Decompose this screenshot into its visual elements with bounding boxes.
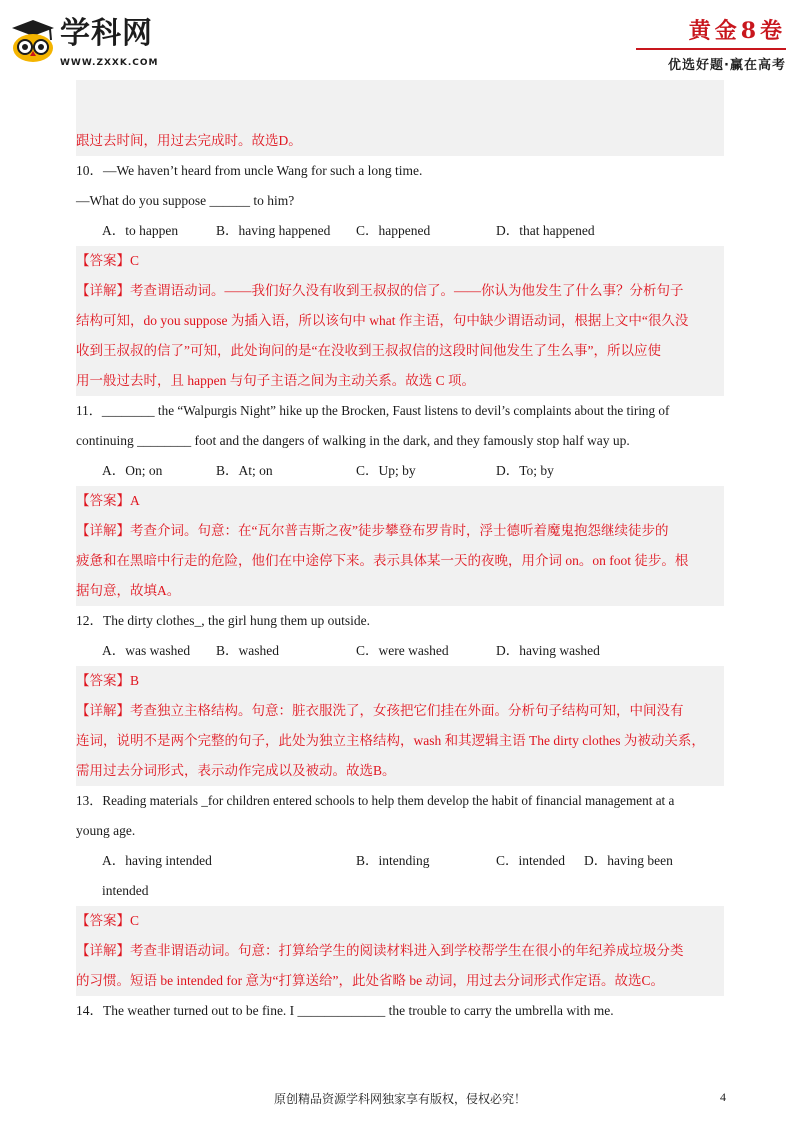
option-b[interactable]: B．washed bbox=[216, 643, 279, 658]
question-stem: 11．________ the “Walpurgis Night” hike up the Brocken, Faust listens to devil’s complaints about the tiring of bbox=[76, 403, 670, 418]
question-11 bbox=[76, 396, 724, 606]
answer-box bbox=[76, 486, 724, 606]
explanation-line: 据句意，故填A。 bbox=[76, 583, 181, 598]
document-content bbox=[76, 80, 724, 1026]
explanation-line: 需用过去分词形式，表示动作完成以及被动。故选B。 bbox=[76, 763, 396, 778]
explanation-line: 跟过去时间，用过去完成时。故选D。 bbox=[76, 133, 302, 148]
option-a[interactable]: A．was washed bbox=[102, 643, 191, 658]
explanation-line: 【详解】考查谓语动词。——我们好久没有收到王叔叔的信了。——你认为他发生了什么事？分析句子 bbox=[76, 283, 684, 298]
zxxk-logo[interactable] bbox=[10, 14, 190, 76]
option-b[interactable]: B．having happened bbox=[216, 223, 331, 238]
question-stem: 10．—We haven’t heard from uncle Wang for such a long time. bbox=[76, 163, 423, 178]
answer-box bbox=[76, 666, 724, 786]
previous-explanation-box bbox=[76, 80, 724, 156]
option-d[interactable]: D．that happened bbox=[496, 223, 595, 238]
question-10 bbox=[76, 156, 724, 396]
answer-label: 【答案】A bbox=[76, 493, 140, 508]
explanation-line: 结构可知，do you suppose 为插入语，所以该句中 what 作主语，句中缺少谓语动词，根据上文中“很久没 bbox=[76, 313, 689, 328]
explanation-line: 的习惯。短语 be intended for 意为“打算送给”，此处省略 be 动词，用过去分词形式作定语。故选C。 bbox=[76, 973, 664, 988]
option-d[interactable]: D．To; by bbox=[496, 463, 554, 478]
option-c[interactable]: C．intended bbox=[496, 853, 565, 868]
option-c[interactable]: C．happened bbox=[356, 223, 431, 238]
option-b[interactable]: B．At; on bbox=[216, 463, 273, 478]
brand-divider bbox=[636, 48, 786, 50]
question-stem: 14．The weather turned out to be fine. I _____________ the trouble to carry the umbrella with me. bbox=[76, 1003, 614, 1018]
options-row bbox=[76, 456, 724, 486]
question-stem: continuing ________ foot and the dangers of walking in the dark, and they famously stop half way up. bbox=[76, 433, 630, 448]
brand-title: 黄金8卷 bbox=[688, 18, 786, 44]
owl-mascot-icon bbox=[10, 18, 56, 64]
explanation-line: 【详解】考查非谓语动词。句意：打算给学生的阅读材料进入到学校帮学生在很小的年纪养成垃圾分类 bbox=[76, 943, 684, 958]
page-header bbox=[0, 0, 800, 80]
option-a[interactable]: A．On; on bbox=[102, 463, 163, 478]
answer-box bbox=[76, 906, 724, 996]
explanation-line: 收到王叔叔的信了”可知，此处询问的是“在没收到王叔叔信的这段时间他发生了生么事”，所以应使 bbox=[76, 343, 661, 358]
options-row bbox=[76, 216, 724, 246]
question-14 bbox=[76, 996, 724, 1026]
question-stem: 13．Reading materials _for children entered schools to help them develop the habit of financial management at a bbox=[76, 793, 675, 808]
option-d-continued[interactable]: intended bbox=[102, 883, 149, 898]
logo-title: 学科网 bbox=[60, 16, 153, 51]
question-13 bbox=[76, 786, 724, 996]
copyright-footer: 原创精品资源学科网独家享有版权，侵权必究！ bbox=[273, 1092, 526, 1106]
question-12 bbox=[76, 606, 724, 786]
explanation-line: 【详解】考查独立主格结构。句意：脏衣服洗了，女孩把它们挂在外面。分析句子结构可知，中间没有 bbox=[76, 703, 684, 718]
answer-label: 【答案】B bbox=[76, 673, 140, 688]
option-b[interactable]: B．intending bbox=[356, 853, 430, 868]
option-d[interactable]: D．having been bbox=[584, 853, 673, 868]
question-stem: young age. bbox=[76, 823, 136, 838]
brand-block bbox=[636, 16, 786, 78]
option-d[interactable]: D．having washed bbox=[496, 643, 600, 658]
explanation-line: 用一般过去时，且 happen 与句子主语之间为主动关系。故选 C 项。 bbox=[76, 373, 475, 388]
option-a[interactable]: A．having intended bbox=[102, 853, 212, 868]
question-stem: 12．The dirty clothes_, the girl hung them up outside. bbox=[76, 613, 370, 628]
brand-slogan: 优选好题·赢在高考 bbox=[668, 58, 786, 73]
question-stem: —What do you suppose ______ to him? bbox=[76, 193, 295, 208]
explanation-line: 连词，说明不是两个完整的句子，此处为独立主格结构，wash 和其逻辑主语 The dirty clothes 为被动关系， bbox=[76, 733, 705, 748]
answer-label: 【答案】C bbox=[76, 253, 140, 268]
options-row-continued bbox=[76, 876, 724, 906]
option-a[interactable]: A．to happen bbox=[102, 223, 179, 238]
shade-spacer bbox=[76, 80, 724, 126]
options-row bbox=[76, 636, 724, 666]
option-c[interactable]: C．were washed bbox=[356, 643, 449, 658]
explanation-line: 【详解】考查介词。句意：在“瓦尔普吉斯之夜”徒步攀登布罗肯时，浮士德听着魔鬼抱怨继续徒步的 bbox=[76, 523, 669, 538]
option-c[interactable]: C．Up; by bbox=[356, 463, 416, 478]
options-row bbox=[76, 846, 724, 876]
logo-url: WWW.ZXXK.COM bbox=[60, 58, 159, 68]
answer-box bbox=[76, 246, 724, 396]
explanation-line: 疲惫和在黑暗中行走的危险，他们在中途停下来。表示具体某一天的夜晚，用介词 on。on foot 徒步。根 bbox=[76, 553, 689, 568]
page-number: 4 bbox=[720, 1090, 726, 1104]
answer-label: 【答案】C bbox=[76, 913, 140, 928]
